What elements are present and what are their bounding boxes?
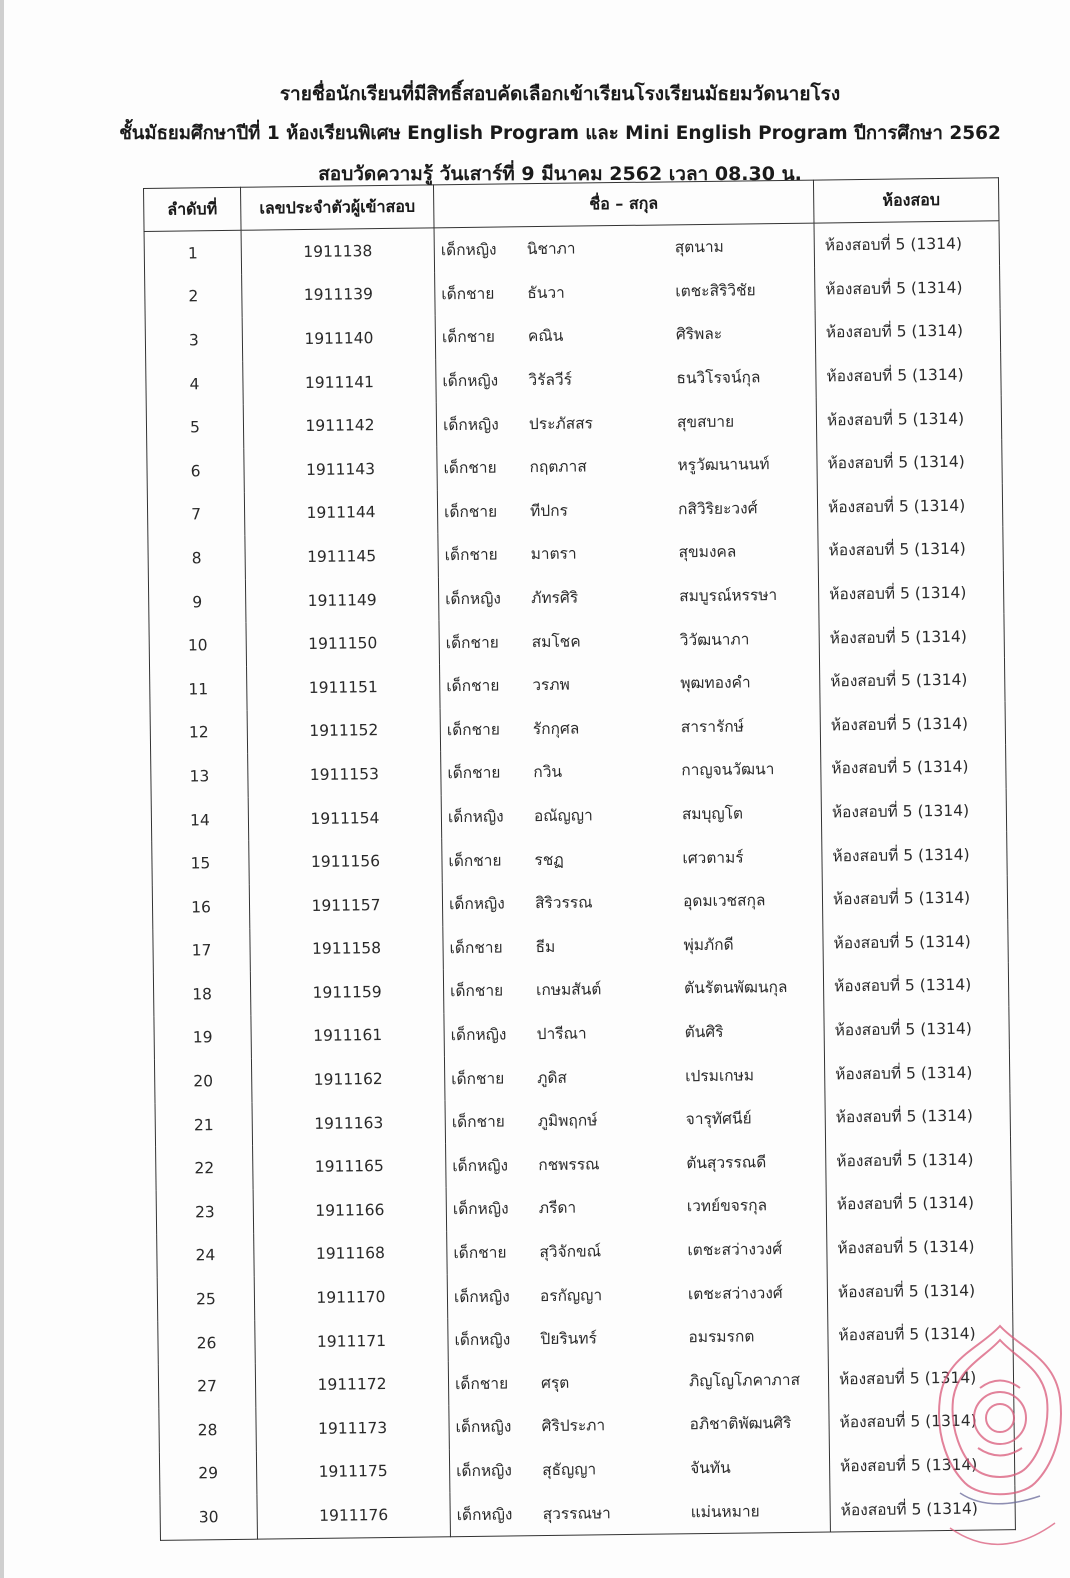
title-line-2: ชั้นมัธยมศึกษาปีที่ 1 ห้องเรียนพิเศษ English Program และ Mini English Program ปีการศึกษา 2562 [119, 123, 1001, 144]
cell-room: ห้องสอบที่ 5 (1314) [815, 265, 1001, 311]
cell-room: ห้องสอบที่ 5 (1314) [828, 1311, 1014, 1357]
first-name: ศรุต [540, 1373, 570, 1392]
cell-name [436, 354, 817, 402]
name-prefix: เด็กชาย [450, 981, 504, 1001]
name-group [436, 364, 815, 394]
name-group [441, 756, 820, 786]
header-exam-id: เลขประจำตัวผู้เข้าสอบ [240, 185, 434, 230]
name-prefix: เด็กหญิง [445, 589, 502, 609]
cell-name [443, 965, 824, 1013]
name-prefix: เด็กชาย [441, 328, 496, 347]
cell-room: ห้องสอบที่ 5 (1314) [823, 962, 1009, 1008]
cell-no: 8 [148, 536, 246, 581]
cell-exam-id: 1911170 [254, 1275, 448, 1321]
cell-name [449, 1401, 830, 1449]
cell-no: 12 [150, 710, 248, 755]
cell-exam-id: 1911163 [252, 1100, 446, 1146]
cell-no: 2 [145, 274, 243, 319]
name-prefix: เด็กหญิง [452, 1199, 509, 1219]
name-group [443, 887, 822, 917]
name-prefix: เด็กหญิง [450, 1025, 507, 1045]
name-group [449, 1410, 828, 1440]
cell-room: ห้องสอบที่ 5 (1314) [821, 788, 1007, 834]
first-name: อณัญญา [533, 806, 593, 826]
cell-exam-id: 1911165 [253, 1144, 447, 1190]
first-name: ธีม [535, 937, 556, 956]
cell-exam-id: 1911144 [244, 490, 438, 536]
name-prefix: เด็กชาย [446, 720, 501, 740]
cell-room: ห้องสอบที่ 5 (1314) [824, 1049, 1010, 1095]
first-name: อรกัญญา [539, 1285, 603, 1305]
first-name: ภูดิส [537, 1068, 568, 1087]
last-name: วิวัฒนาภา [679, 630, 750, 649]
first-name: สุธัญญา [542, 1460, 597, 1480]
cell-exam-id: 1911161 [251, 1013, 445, 1059]
cell-no: 16 [152, 885, 250, 930]
last-name: เตชะสว่างวงศ์ [687, 1283, 783, 1303]
last-name: อุดมเวชสกุล [682, 891, 766, 911]
name-group [447, 1235, 826, 1265]
last-name: เตชะสว่างวงศ์ [687, 1240, 783, 1260]
cell-exam-id: 1911142 [243, 403, 437, 449]
first-name: รชฏ [534, 850, 564, 869]
cell-no: 29 [159, 1451, 257, 1496]
last-name: หรูวัฒนานนท์ [677, 455, 770, 475]
name-prefix: เด็กหญิง [447, 807, 504, 827]
cell-no: 14 [151, 797, 249, 842]
name-group [445, 1061, 824, 1091]
first-name: นิชาภา [526, 239, 576, 259]
cell-exam-id: 1911171 [255, 1318, 449, 1364]
first-name: ธันวา [527, 283, 565, 303]
last-name: พุฒทองคำ [680, 673, 751, 693]
cell-exam-id: 1911152 [247, 708, 441, 754]
name-group [441, 712, 820, 742]
last-name: ตันสุวรรณดี [686, 1153, 767, 1173]
cell-no: 23 [156, 1190, 254, 1235]
cell-no: 11 [150, 667, 248, 712]
last-name: อภิชาติพัฒนศิริ [689, 1414, 792, 1434]
last-name: จันทัน [690, 1458, 731, 1478]
name-prefix: เด็กชาย [446, 676, 500, 696]
last-name: ศิริพละ [675, 325, 723, 344]
name-group [449, 1366, 828, 1396]
name-prefix: เด็กหญิง [454, 1330, 511, 1350]
first-name: เกษมสันต์ [536, 980, 602, 1000]
cell-room: ห้องสอบที่ 5 (1314) [830, 1485, 1016, 1531]
cell-name [442, 877, 823, 925]
last-name: สุขมงคล [678, 543, 737, 562]
cell-name [440, 659, 821, 707]
cell-room: ห้องสอบที่ 5 (1314) [827, 1224, 1013, 1270]
name-group [437, 407, 816, 437]
cell-name [438, 529, 819, 577]
cell-no: 27 [158, 1364, 256, 1409]
name-group [442, 843, 821, 873]
last-name: พุ่มภักดี [683, 935, 734, 955]
cell-room: ห้องสอบที่ 5 (1314) [827, 1267, 1013, 1313]
cell-exam-id: 1911176 [257, 1492, 451, 1539]
document-subtitle [100, 114, 1020, 154]
cell-exam-id: 1911138 [241, 228, 435, 275]
cell-exam-id: 1911158 [250, 926, 444, 972]
name-prefix: เด็กหญิง [452, 1156, 509, 1175]
cell-name [449, 1444, 830, 1492]
name-prefix: เด็กชาย [441, 284, 495, 304]
last-name: สารารักษ์ [680, 717, 745, 737]
last-name: ตันศิริ [684, 1022, 724, 1042]
cell-name [438, 572, 819, 620]
cell-exam-id: 1911173 [256, 1405, 450, 1451]
cell-no: 20 [154, 1059, 252, 1104]
cell-name [434, 223, 815, 272]
cell-no: 7 [147, 492, 245, 537]
cell-room: ห้องสอบที่ 5 (1314) [826, 1180, 1012, 1226]
first-name: สุวรรณษา [542, 1503, 611, 1523]
name-group [451, 1497, 830, 1527]
name-group [443, 930, 822, 960]
cell-room: ห้องสอบที่ 5 (1314) [829, 1398, 1015, 1444]
last-name: สมบูรณ์หรรษา [679, 586, 778, 606]
last-name: ภิญโญโภคาภาส [688, 1370, 801, 1390]
first-name: ภูมิพฤกษ์ [537, 1111, 598, 1131]
cell-no: 13 [151, 754, 249, 799]
cell-exam-id: 1911168 [254, 1231, 448, 1277]
cell-name [444, 1052, 825, 1100]
first-name: วรภพ [532, 675, 570, 695]
last-name: ตันรัตนพัฒนกุล [683, 978, 788, 998]
cell-room: ห้องสอบที่ 5 (1314) [821, 744, 1007, 790]
name-group [435, 276, 814, 306]
name-prefix: เด็กชาย [454, 1374, 509, 1393]
cell-room: ห้องสอบที่ 5 (1314) [814, 221, 1000, 267]
cell-name [450, 1488, 831, 1537]
cell-room: ห้องสอบที่ 5 (1314) [828, 1355, 1014, 1401]
last-name: แม่นหมาย [690, 1501, 760, 1521]
name-prefix: เด็กหญิง [455, 1417, 512, 1437]
cell-name [447, 1270, 828, 1318]
cell-exam-id: 1911154 [248, 795, 442, 841]
name-prefix: เด็กชาย [447, 763, 501, 783]
name-group [438, 538, 817, 568]
cell-no: 9 [148, 579, 246, 624]
first-name: มาตรา [530, 545, 577, 564]
cell-name [435, 267, 816, 315]
name-prefix: เด็กชาย [444, 546, 498, 565]
first-name: ศิริประภา [541, 1416, 606, 1436]
last-name: เปรมเกษม [685, 1065, 755, 1085]
name-prefix: เด็กชาย [443, 502, 498, 522]
name-group [447, 1192, 826, 1222]
first-name: ปารีณา [536, 1024, 587, 1044]
cell-no: 3 [145, 318, 243, 363]
last-name: ธนวิโรจน์กุล [676, 368, 761, 388]
first-name: คณิน [527, 327, 564, 346]
name-prefix: เด็กชาย [443, 458, 497, 478]
first-name: ปิยรินทร์ [540, 1329, 597, 1349]
name-group [444, 974, 823, 1004]
cell-name [435, 311, 816, 359]
name-prefix: เด็กชาย [448, 851, 502, 870]
cell-no: 21 [155, 1103, 253, 1148]
cell-exam-id: 1911150 [246, 621, 440, 667]
cell-no: 5 [146, 405, 244, 450]
last-name: สุตนาม [674, 238, 724, 257]
first-name: ภัทรศิริ [531, 588, 579, 608]
cell-room: ห้องสอบที่ 5 (1314) [816, 396, 1002, 442]
first-name: สุวิจักขณ์ [539, 1242, 602, 1262]
header-name: ชื่อ – สกุล [433, 180, 814, 228]
cell-room: ห้องสอบที่ 5 (1314) [826, 1137, 1012, 1183]
name-prefix: เด็กชาย [453, 1243, 507, 1263]
cell-room: ห้องสอบที่ 5 (1314) [817, 439, 1003, 485]
last-name: เวทย์ขจรกุล [686, 1196, 768, 1216]
cell-name [446, 1139, 827, 1187]
cell-exam-id: 1911162 [251, 1057, 445, 1103]
name-prefix: เด็กชาย [451, 1069, 505, 1088]
name-prefix: เด็กหญิง [448, 894, 505, 914]
table-row [160, 1485, 1015, 1540]
header-no: ลำดับที่ [144, 187, 242, 231]
last-name: กสิวิริยะวงศ์ [677, 499, 758, 519]
name-group [448, 1323, 827, 1353]
last-name: อมรมรกต [688, 1327, 755, 1347]
cell-room: ห้องสอบที่ 5 (1314) [825, 1093, 1011, 1139]
name-group [448, 1279, 827, 1309]
cell-name [437, 485, 818, 533]
name-prefix: เด็กชาย [451, 1112, 505, 1132]
cell-name [441, 790, 822, 838]
cell-room: ห้องสอบที่ 5 (1314) [819, 614, 1005, 660]
table-body [144, 221, 1015, 1540]
cell-exam-id: 1911166 [253, 1187, 447, 1233]
last-name: เตชะสิริวิชัย [675, 281, 756, 301]
first-name: รักกุศล [532, 719, 580, 738]
cell-room: ห้องสอบที่ 5 (1314) [822, 832, 1008, 878]
first-name: กชพรรณ [538, 1155, 600, 1174]
cell-name [447, 1226, 828, 1274]
cell-room: ห้องสอบที่ 5 (1314) [818, 526, 1004, 572]
name-prefix: เด็กหญิง [442, 415, 499, 434]
name-group [440, 669, 819, 699]
cell-no: 17 [153, 928, 251, 973]
cell-exam-id: 1911145 [245, 533, 439, 579]
name-prefix: เด็กชาย [445, 633, 499, 652]
name-prefix: เด็กหญิง [442, 371, 499, 391]
cell-room: ห้องสอบที่ 5 (1314) [818, 570, 1004, 616]
title-line-1: รายชื่อนักเรียนที่มีสิทธิ์สอบคัดเลือกเข้าเรียนโรงเรียนมัธยมวัดนายโรง [279, 83, 841, 105]
header-room: ห้องสอบ [813, 178, 999, 223]
last-name: เศวตามร์ [682, 848, 744, 867]
name-group [439, 582, 818, 612]
name-group [438, 494, 817, 524]
first-name: ประภัสสร [528, 414, 594, 433]
cell-exam-id: 1911149 [245, 577, 439, 623]
cell-no: 1 [144, 230, 242, 275]
page-edge [0, 0, 4, 1578]
cell-name [448, 1357, 829, 1405]
name-group [436, 320, 815, 350]
name-group [445, 1017, 824, 1047]
cell-name [445, 1095, 826, 1143]
cell-room: ห้องสอบที่ 5 (1314) [823, 919, 1009, 965]
cell-name [440, 703, 821, 751]
cell-exam-id: 1911153 [248, 751, 442, 797]
cell-name [436, 398, 817, 446]
cell-no: 26 [158, 1321, 256, 1366]
name-prefix: เด็กหญิง [456, 1504, 513, 1524]
name-group [446, 1148, 825, 1178]
name-prefix: เด็กหญิง [456, 1461, 513, 1481]
cell-exam-id: 1911157 [249, 882, 443, 928]
cell-exam-id: 1911159 [250, 969, 444, 1015]
first-name: ทีปกร [529, 501, 568, 521]
name-prefix: เด็กหญิง [440, 240, 497, 260]
cell-exam-id: 1911139 [242, 272, 436, 318]
cell-exam-id: 1911143 [244, 446, 438, 492]
first-name: สิริวรรณ [534, 893, 593, 913]
cell-no: 18 [153, 972, 251, 1017]
cell-name [441, 747, 822, 795]
cell-exam-id: 1911140 [242, 316, 436, 362]
first-name: กฤตภาส [529, 457, 587, 477]
cell-no: 10 [149, 623, 247, 668]
title-line-3: สอบวัดความรู้ วันเสาร์ที่ 9 มีนาคม 2562 เวลา 08.30 น. [318, 163, 802, 185]
cell-no: 28 [159, 1408, 257, 1453]
cell-room: ห้องสอบที่ 5 (1314) [817, 483, 1003, 529]
name-group [442, 800, 821, 830]
last-name: สมบุญโต [681, 804, 744, 824]
last-name: กาญจนวัฒนา [681, 760, 775, 780]
cell-no: 4 [146, 362, 244, 407]
cell-name [446, 1183, 827, 1231]
name-group [437, 451, 816, 481]
cell-name [439, 616, 820, 664]
first-name: สมโชค [531, 632, 581, 651]
student-list-table [143, 177, 1016, 1540]
cell-name [442, 834, 823, 882]
cell-room: ห้องสอบที่ 5 (1314) [824, 1006, 1010, 1052]
cell-name [448, 1313, 829, 1361]
cell-exam-id: 1911151 [247, 664, 441, 710]
name-prefix: เด็กชาย [449, 938, 503, 958]
name-group [450, 1453, 829, 1483]
cell-no: 22 [156, 1146, 254, 1191]
cell-exam-id: 1911172 [255, 1362, 449, 1408]
document-title [100, 74, 1020, 114]
cell-room: ห้องสอบที่ 5 (1314) [822, 875, 1008, 921]
cell-room: ห้องสอบที่ 5 (1314) [815, 308, 1001, 354]
cell-room: ห้องสอบที่ 5 (1314) [820, 701, 1006, 747]
cell-exam-id: 1911175 [256, 1449, 450, 1495]
first-name: วิรัลวีร์ [528, 370, 573, 390]
first-name: ภรีดา [538, 1198, 577, 1218]
cell-room: ห้องสอบที่ 5 (1314) [816, 352, 1002, 398]
name-group [440, 625, 819, 655]
cell-no: 6 [147, 449, 245, 494]
cell-exam-id: 1911141 [243, 359, 437, 405]
cell-no: 19 [154, 1015, 252, 1060]
cell-name [437, 442, 818, 490]
cell-exam-id: 1911156 [249, 839, 443, 885]
cell-name [443, 921, 824, 969]
cell-no: 30 [160, 1495, 258, 1540]
cell-name [444, 1008, 825, 1056]
last-name: สุขสบาย [676, 412, 735, 431]
cell-no: 25 [157, 1277, 255, 1322]
cell-room: ห้องสอบที่ 5 (1314) [829, 1442, 1015, 1488]
cell-no: 15 [152, 841, 250, 886]
name-group [435, 233, 814, 263]
name-prefix: เด็กหญิง [453, 1287, 510, 1306]
cell-room: ห้องสอบที่ 5 (1314) [819, 657, 1005, 703]
cell-no: 24 [157, 1233, 255, 1278]
last-name: จารุทัศนีย์ [685, 1109, 752, 1129]
name-group [446, 1105, 825, 1135]
first-name: กวิน [533, 763, 563, 782]
